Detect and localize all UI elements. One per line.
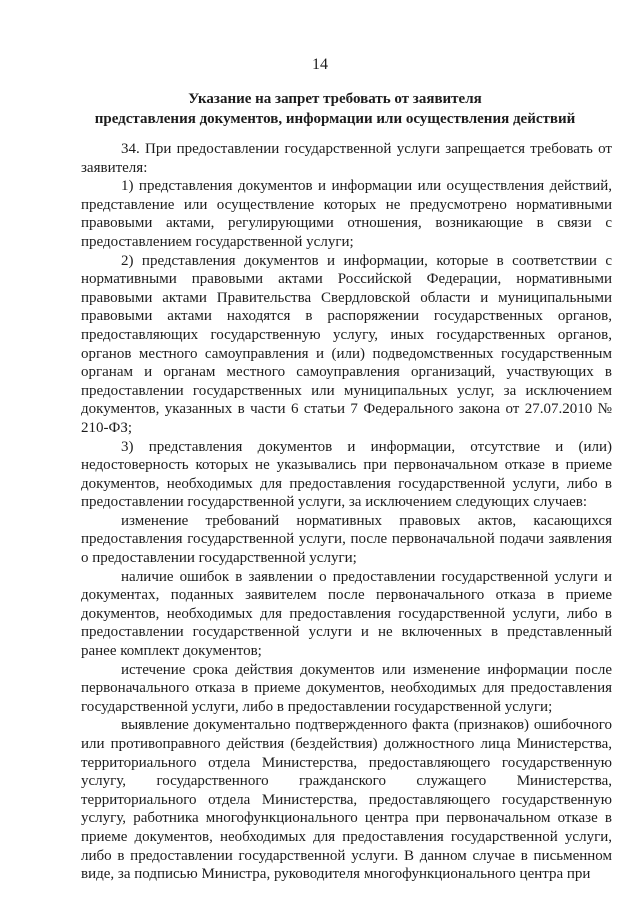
page-number: 14 <box>312 56 328 73</box>
section-heading-line-1: Указание на запрет требовать от заявителя <box>188 91 482 107</box>
paragraph-exception-4: выявление документально подтвержденного факта (признаков) ошибочного или противоправного действия (бездействия) должностного лица Министерства, территориального отдела Министерства, предоставляющего государственную услугу, государственного гражданского служащего Министерства, территориального отдела Министерства, предоставляющего государственную услугу, работника многофункционального центра при первоначальном отказе в приеме документов, необходимых для предоставления государственной услуги, либо в предоставлении государственной услуги. В данном случае в письменном виде, за подписью Министра, руководителя многофункционального центра при <box>81 717 612 883</box>
section-heading <box>80 89 590 129</box>
paragraph-exception-2: наличие ошибок в заявлении о предоставлении государственной услуги и документах, поданных заявителем после первоначального отказа в приеме документов, необходимых для предоставления государственной услуги, либо в предоставлении государственной услуги и не включенных в представленный ранее комплект документов; <box>81 568 612 660</box>
section-heading-line-2: представления документов, информации или осуществления действий <box>94 111 576 127</box>
paragraph-item-3: 3) представления документов и информации, отсутствие и (или) недостоверность которых не указывались при первоначальном отказе в приеме документов, необходимых для предоставления государственной услуги, либо в предоставлении государственной услуги, за исключением следующих случаев: <box>81 438 612 511</box>
paragraph-exception-1: изменение требований нормативных правовых актов, касающихся предоставления государственной услуги, после первоначальной подачи заявления о предоставлении государственной услуги; <box>81 512 612 567</box>
paragraph-34-intro: 34. При предоставлении государственной услуги запрещается требовать от заявителя: <box>81 141 612 176</box>
paragraph-item-1: 1) представления документов и информации или осуществления действий, представление или осуществление которых не предусмотрено нормативными правовыми актами, регулирующими отношения, возникающие в связи с предоставлением государственной услуги; <box>81 178 612 250</box>
paragraph-exception-3: истечение срока действия документов или изменение информации после первоначального отказа в приеме документов, необходимых для предоставления государственной услуги, либо в предоставлении государственной услуги; <box>81 661 612 715</box>
document-body <box>81 140 612 884</box>
paragraph-item-2: 2) представления документов и информации, которые в соответствии с нормативными правовыми актами Российской Федерации, нормативными правовыми актами Правительства Свердловской области и муниципальными правовыми актами находятся в распоряжении государственных органов, предоставляющих государственную услугу, иных государственных органов, органов местного самоуправления и (или) подведомственных государственным органам и органам местного самоуправления организаций, участвующих в предоставлении государственных или муниципальных услуг, за исключением документов, указанных в части 6 статьи 7 Федерального закона от 27.07.2010 № 210-ФЗ; <box>81 252 612 436</box>
